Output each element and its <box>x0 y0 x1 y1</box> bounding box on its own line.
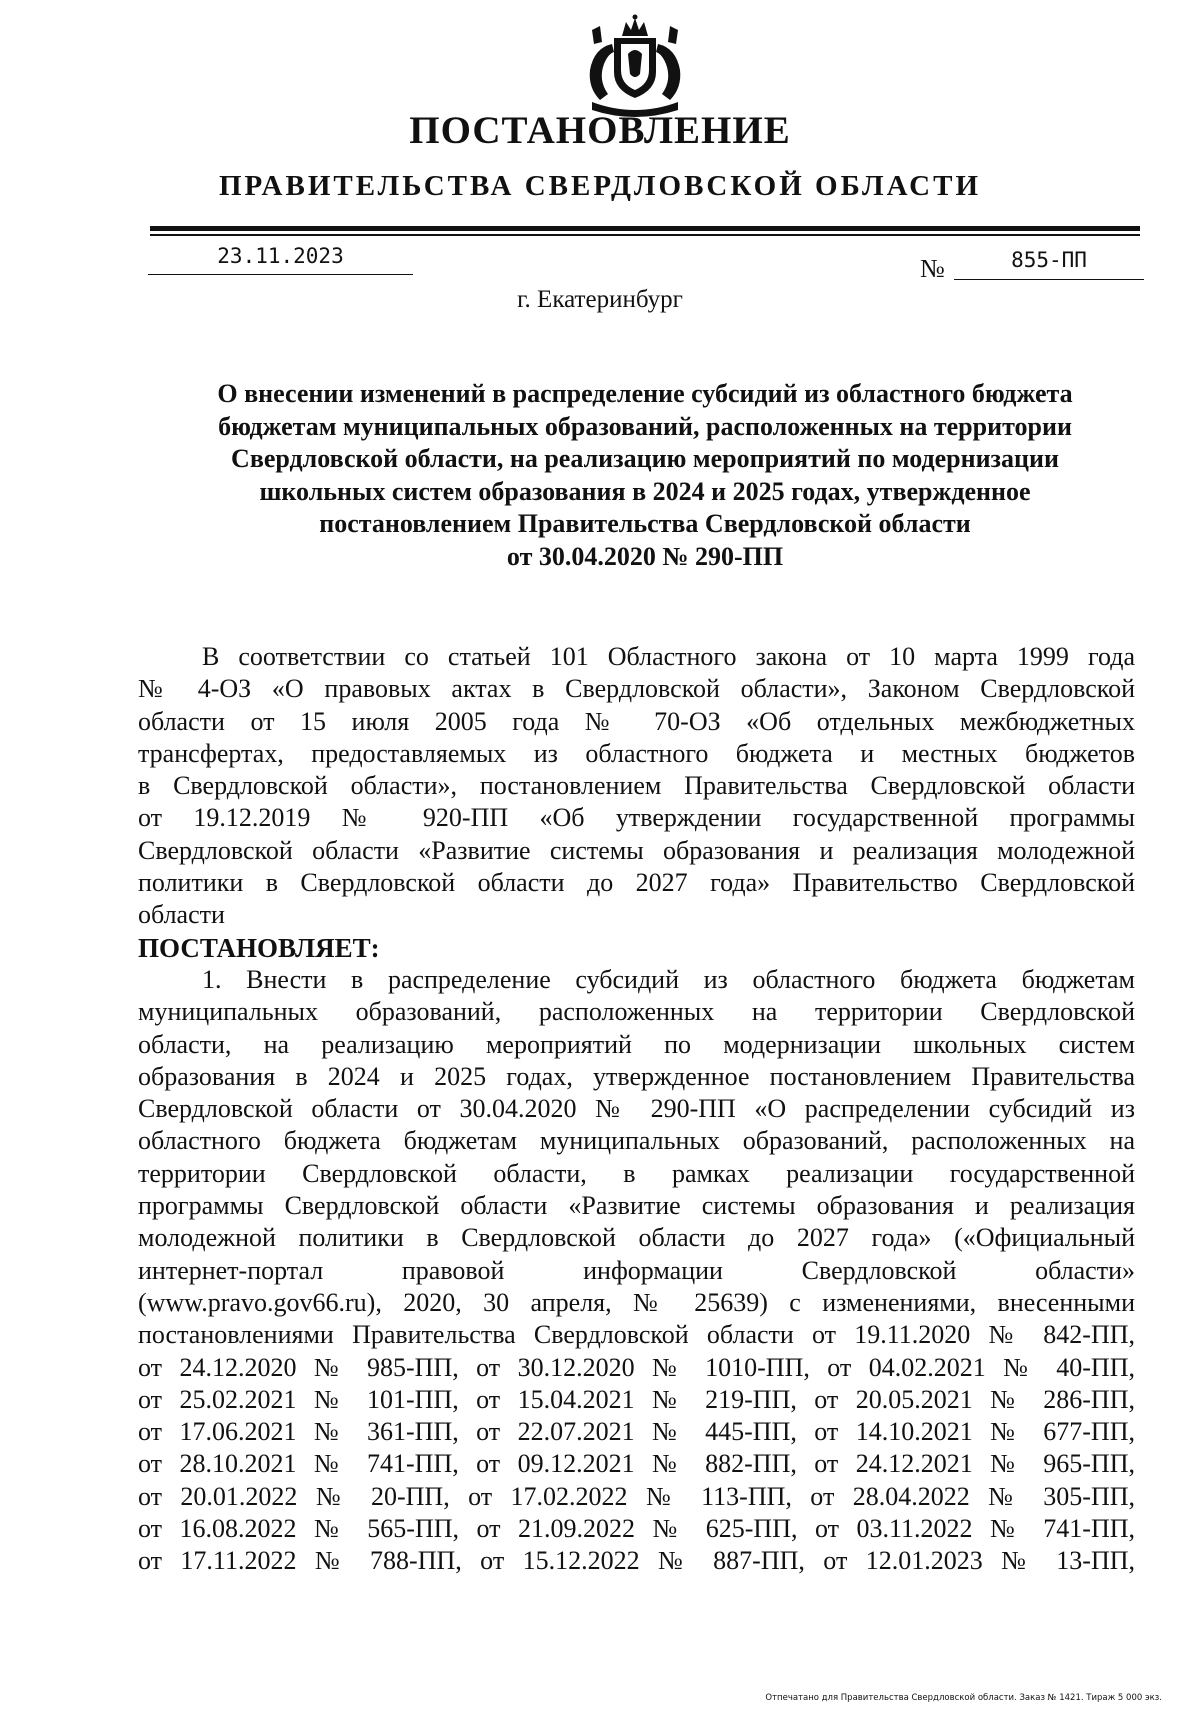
clause-line: от 25.02.2021 № 101-ПП, от 15.04.2021 № 219-ПП, от 20.05.2021 № 286-ПП, <box>138 1384 1135 1414</box>
clause-line: от 28.10.2021 № 741-ПП, от 09.12.2021 № 882-ПП, от 24.12.2021 № 965-ПП, <box>138 1449 1135 1479</box>
document-heading <box>150 378 1140 573</box>
clause-line: постановлениями Правительства Свердловской области от 19.11.2020 № 842-ПП, <box>138 1320 1135 1350</box>
clause-line: молодежной политики в Свердловской области до 2027 года» («Официальный <box>138 1223 1135 1253</box>
preamble-line: трансфертах, предоставляемых из областного бюджета и местных бюджетов <box>138 738 1135 768</box>
heading-line: постановлением Правительства Свердловской области <box>319 509 971 538</box>
clause-line: интернет-портал правовой информации Свердловской области» <box>138 1255 1135 1285</box>
clause-line: программы Свердловской области «Развитие системы образования и реализация <box>138 1191 1135 1221</box>
coat-of-arms-icon <box>578 14 692 120</box>
clause-line: от 24.12.2020 № 985-ПП, от 30.12.2020 № 1010-ПП, от 04.02.2021 № 40-ПП, <box>138 1352 1135 1382</box>
preamble-line: области от 15 июля 2005 года № 70-ОЗ «Об отдельных межбюджетных <box>138 706 1135 736</box>
header-rule-thick <box>150 226 1140 231</box>
clause-line: Свердловской области от 30.04.2020 № 290-ПП «О распределении субсидий из <box>138 1094 1135 1124</box>
clause-line: областного бюджета бюджетам муниципальных образований, расположенных на <box>138 1126 1135 1156</box>
preamble-line: В соответствии со статьей 101 Областного закона от 10 марта 1999 года <box>202 642 1135 671</box>
document-city: г. Екатеринбург <box>517 286 683 313</box>
print-footer: Отпечатано для Правительства Свердловской области. Заказ № 1421. Тираж 5 000 экз. <box>765 1693 1162 1703</box>
heading-line: бюджетам муниципальных образований, расположенных на территории <box>218 411 1072 441</box>
clause-line: от 20.01.2022 № 20-ПП, от 17.02.2022 № 113-ПП, от 28.04.2022 № 305-ПП, <box>138 1481 1135 1511</box>
clause-line: от 16.08.2022 № 565-ПП, от 21.09.2022 № 625-ПП, от 03.11.2022 № 741-ПП, <box>138 1514 1135 1544</box>
preamble-line: политики в Свердловской области до 2027 года» Правительство Свердловской <box>138 868 1135 898</box>
number-label: № <box>920 254 945 283</box>
preamble-line: области <box>138 900 225 930</box>
clause-line: области, на реализацию мероприятий по модернизации школьных систем <box>138 1029 1135 1059</box>
clause-line: территории Свердловской области, в рамках реализации государственной <box>138 1158 1135 1188</box>
preamble-line: от 19.12.2019 № 920-ПП «Об утверждении государственной программы <box>138 803 1135 833</box>
preamble-line: в Свердловской области», постановлением Правительства Свердловской области <box>138 771 1135 801</box>
heading-line: школьных систем образования в 2024 и 2025 годах, утвержденное <box>259 476 1031 506</box>
document-body <box>138 641 1135 1578</box>
preamble-line: Свердловской области «Развитие системы образования и реализация молодежной <box>138 835 1135 865</box>
clause-line: образования в 2024 и 2025 годах, утвержденное постановлением Правительства <box>138 1061 1135 1091</box>
document-number: 855-ПП <box>954 248 1144 280</box>
heading-line: от 30.04.2020 № 290-ПП <box>506 541 784 571</box>
clause-line: от 17.06.2021 № 361-ПП, от 22.07.2021 № 445-ПП, от 14.10.2021 № 677-ПП, <box>138 1417 1135 1447</box>
decree-word: ПОСТАНОВЛЯЕТ: <box>138 932 380 963</box>
heading-line: О внесении изменений в распределение субсидий из областного бюджета <box>217 379 1073 408</box>
clause-line: 1. Внести в распределение субсидий из областного бюджета бюджетам <box>202 964 1135 994</box>
clause-line: от 17.11.2022 № 788-ПП, от 15.12.2022 № 887-ПП, от 12.01.2023 № 13-ПП, <box>138 1546 1135 1576</box>
preamble-line: № 4-ОЗ «О правовых актах в Свердловской области», Законом Свердловской <box>138 674 1135 704</box>
clause-line: (www.pravo.gov66.ru), 2020, 30 апреля, № 25639) с изменениями, внесенными <box>138 1287 1135 1317</box>
header-rule-thin <box>150 234 1140 236</box>
document-title: ПОСТАНОВЛЕНИЕ <box>409 109 791 152</box>
document-date: 23.11.2023 <box>148 244 413 275</box>
document-subtitle: ПРАВИТЕЛЬСТВА СВЕРДЛОВСКОЙ ОБЛАСТИ <box>218 170 982 202</box>
clause-line: муниципальных образований, расположенных на территории Свердловской <box>138 997 1135 1027</box>
heading-line: Свердловской области, на реализацию мероприятий по модернизации <box>231 444 1059 473</box>
